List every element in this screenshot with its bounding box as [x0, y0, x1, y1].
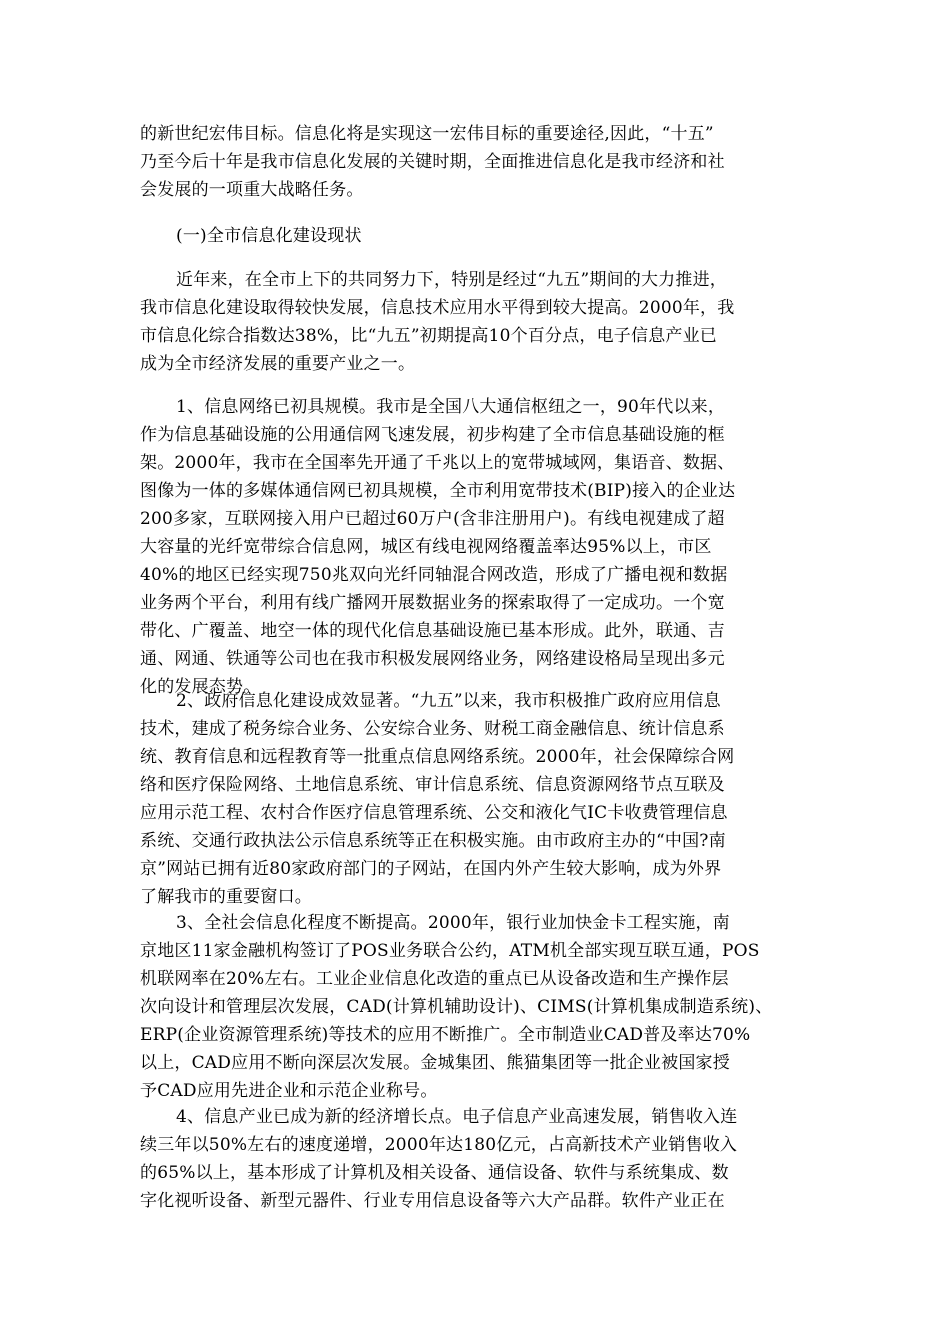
text-line: 机联网率在20%左右。工业企业信息化改造的重点已从设备改造和生产操作层: [140, 969, 729, 989]
text-line: 2、政府信息化建设成效显著。“九五”以来，我市积极推广政府应用信息: [176, 691, 721, 711]
text-line: 成为全市经济发展的重要产业之一。: [140, 354, 416, 374]
text-line: 络和医疗保险网络、土地信息系统、审计信息系统、信息资源网络节点互联及: [140, 775, 725, 795]
text-line: 会发展的一项重大战略任务。: [140, 180, 364, 200]
text-line: 通、网通、铁通等公司也在我市积极发展网络业务，网络建设格局呈现出多元: [140, 649, 725, 669]
text-line: 续三年以50%左右的速度递增，2000年达180亿元，占高新技术产业销售收入: [140, 1135, 738, 1155]
text-line: 200多家，互联网接入用户已超过60万户(含非注册用户)。有线电视建成了超: [140, 509, 725, 529]
text-line: 业务两个平台，利用有线广播网开展数据业务的探索取得了一定成功。一个宽: [140, 593, 725, 613]
text-line: 统、教育信息和远程教育等一批重点信息网络系统。2000年，社会保障综合网: [140, 747, 735, 767]
text-line: 化的发展态势。: [140, 677, 261, 697]
text-line: ERP(企业资源管理系统)等技术的应用不断推广。全市制造业CAD普及率达70%: [140, 1025, 751, 1045]
text-line: 次向设计和管理层次发展，CAD(计算机辅助设计)、CIMS(计算机集成制造系统)、: [140, 997, 773, 1017]
text-line: 作为信息基础设施的公用通信网飞速发展，初步构建了全市信息基础设施的框: [140, 425, 725, 445]
text-line: 乃至今后十年是我市信息化发展的关键时期，全面推进信息化是我市经济和社: [140, 152, 725, 172]
text-line: 40%的地区已经实现750兆双向光纤同轴混合网改造，形成了广播电视和数据: [140, 565, 728, 585]
text-line: 京地区11家金融机构签订了POS业务联合公约，ATM机全部实现互联互通，POS: [140, 941, 760, 961]
paragraph-intro-continuation: [140, 120, 815, 204]
text-line: 我市信息化建设取得较快发展，信息技术应用水平得到较大提高。2000年，我: [140, 298, 735, 318]
text-line: 带化、广覆盖、地空一体的现代化信息基础设施已基本形成。此外，联通、吉: [140, 621, 725, 641]
text-line: 图像为一体的多媒体通信网已初具规模，全市利用宽带技术(BIP)接入的企业达: [140, 481, 736, 501]
text-line: 技术，建成了税务综合业务、公安综合业务、财税工商金融信息、统计信息系: [140, 719, 725, 739]
text-line: 市信息化综合指数达38%，比“九五”初期提高10个百分点，电子信息产业已: [140, 326, 717, 346]
paragraph-item-1: [140, 393, 815, 701]
text-line: 予CAD应用先进企业和示范企业称号。: [140, 1081, 438, 1101]
text-line: 的65%以上，基本形成了计算机及相关设备、通信设备、软件与系统集成、数: [140, 1163, 729, 1183]
section-heading: [140, 222, 815, 250]
paragraph-overview: [140, 266, 815, 378]
text-line: 应用示范工程、农村合作医疗信息管理系统、公交和液化气IC卡收费管理信息: [140, 803, 728, 823]
section-heading-text: (一)全市信息化建设现状: [176, 226, 362, 246]
text-line: 1、信息网络已初具规模。我市是全国八大通信枢纽之一，90年代以来，: [176, 397, 726, 417]
text-line: 了解我市的重要窗口。: [140, 887, 312, 907]
text-line: 系统、交通行政执法公示信息系统等正在积极实施。由市政府主办的“中国?南: [140, 831, 726, 851]
text-line: 京”网站已拥有近80家政府部门的子网站，在国内外产生较大影响，成为外界: [140, 859, 722, 879]
text-line: 字化视听设备、新型元器件、行业专用信息设备等六大产品群。软件产业正在: [140, 1191, 725, 1211]
text-line: 以上，CAD应用不断向深层次发展。金城集团、熊猫集团等一批企业被国家授: [140, 1053, 730, 1073]
text-line: 4、信息产业已成为新的经济增长点。电子信息产业高速发展，销售收入连: [176, 1107, 738, 1127]
text-line: 3、全社会信息化程度不断提高。2000年，银行业加快金卡工程实施，南: [176, 913, 730, 933]
paragraph-item-2: [140, 687, 815, 911]
text-line: 近年来，在全市上下的共同努力下，特别是经过“九五”期间的大力推进，: [176, 270, 727, 290]
paragraph-item-4: [140, 1103, 815, 1215]
text-line: 架。2000年，我市在全国率先开通了千兆以上的宽带城域网，集语音、数据、: [140, 453, 735, 473]
text-line: 大容量的光纤宽带综合信息网，城区有线电视网络覆盖率达95%以上，市区: [140, 537, 712, 557]
paragraph-item-3: [140, 909, 815, 1105]
text-line: 的新世纪宏伟目标。信息化将是实现这一宏伟目标的重要途径,因此，“十五”: [140, 124, 714, 144]
